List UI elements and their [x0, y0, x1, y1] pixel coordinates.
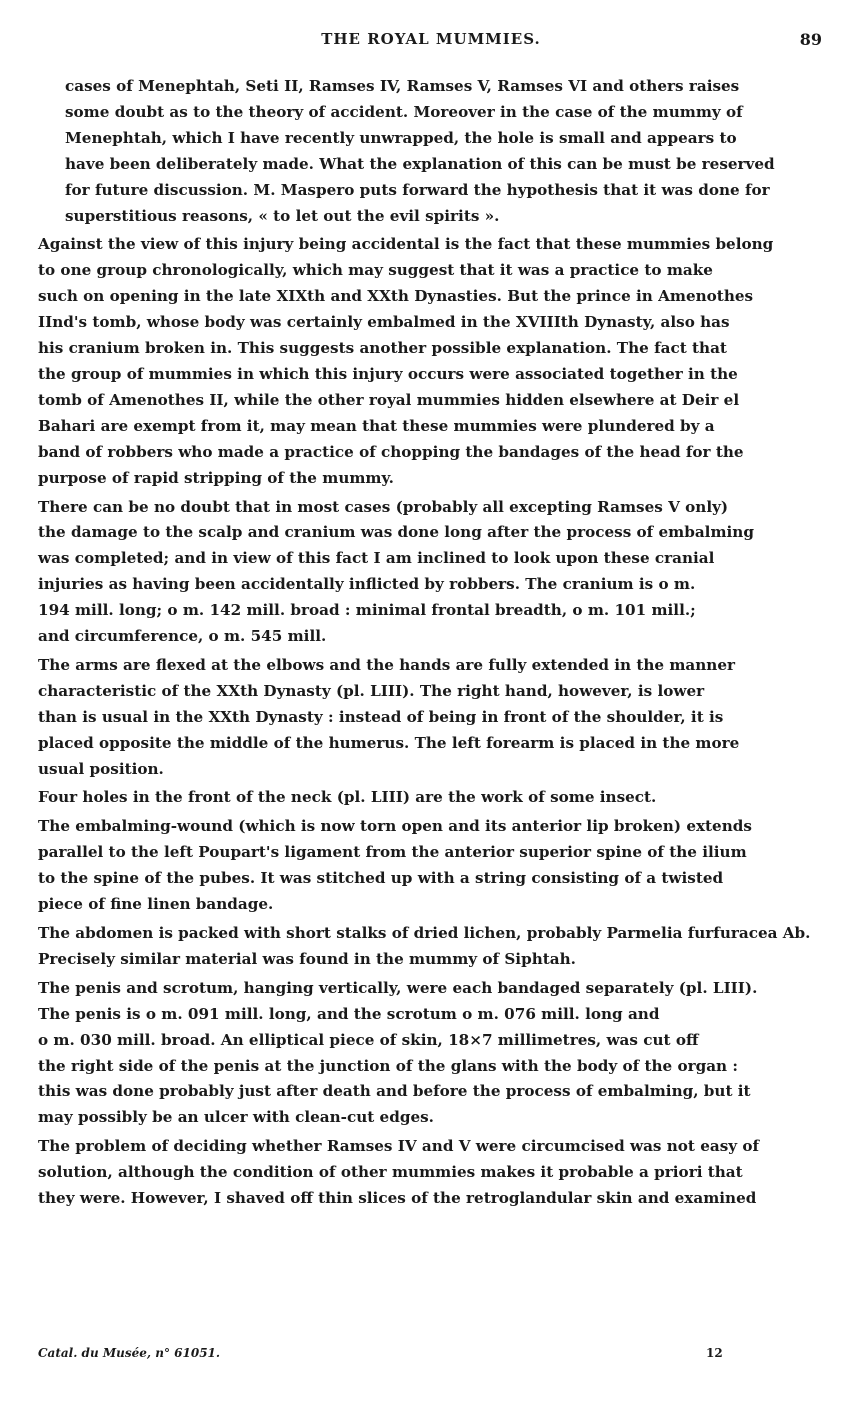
catalogue-reference: Catal. du Musée, n° 61051. — [38, 1346, 221, 1360]
text-line: 194 mill. long; o m. 142 mill. broad : minimal frontal breadth, o m. 101 mill.; — [38, 601, 696, 620]
text-line: usual position. — [38, 759, 164, 778]
text-line: was completed; and in view of this fact I am inclined to look upon these cranial — [38, 549, 715, 568]
text-line: IInd's tomb, whose body was certainly embalmed in the XVIIIth Dynasty, also has — [38, 313, 730, 332]
running-title: THE ROYAL MUMMIES. — [321, 30, 541, 48]
text-line: the right side of the penis at the junction of the glans with the body of the organ : — [38, 1056, 738, 1075]
text-line: placed opposite the middle of the humerus. The left forearm is placed in the more — [38, 733, 740, 752]
text-line: such on opening in the late XIXth and XXth Dynasties. But the prince in Amenothes — [38, 287, 754, 306]
text-line: to the spine of the pubes. It was stitched up with a string consisting of a twisted — [38, 869, 724, 888]
page-header — [40, 30, 822, 56]
text-line: parallel to the left Poupart's ligament from the anterior superior spine of the ilium — [38, 843, 747, 862]
text-line: The penis is o m. 091 mill. long, and the scrotum o m. 076 mill. long and — [38, 1004, 660, 1023]
text-line: Against the view of this injury being accidental is the fact that these mummies belong — [38, 235, 774, 254]
paragraph — [38, 1134, 824, 1212]
text-line: Menephtah, which I have recently unwrapped, the hole is small and appears to — [65, 128, 737, 147]
text-line: may possibly be an ulcer with clean-cut edges. — [38, 1108, 434, 1127]
paragraph — [38, 232, 824, 491]
page-footer — [38, 1346, 822, 1370]
text-line: some doubt as to the theory of accident. Moreover in the case of the mummy of — [65, 102, 743, 121]
body-text — [38, 74, 824, 1215]
text-line: The problem of deciding whether Ramses IV and V were circumcised was not easy of — [38, 1137, 760, 1156]
text-line: Precisely similar material was found in the mummy of Siphtah. — [38, 949, 576, 968]
text-line: The abdomen is packed with short stalks of dried lichen, probably Parmelia furfuracea Ab. — [38, 924, 811, 942]
signature-mark: 12 — [706, 1346, 723, 1360]
page-number: 89 — [799, 30, 822, 49]
text-line: tomb of Amenothes II, while the other royal mummies hidden elsewhere at Deir el — [38, 390, 740, 409]
text-line: band of robbers who made a practice of chopping the bandages of the head for the — [38, 442, 744, 461]
paragraph — [38, 976, 824, 1131]
text-line: superstitious reasons, « to let out the evil spirits ». — [65, 206, 500, 225]
paragraph — [38, 814, 824, 918]
text-line: cases of Menephtah, Seti II, Ramses IV, Ramses V, Ramses VI and others raises — [65, 77, 740, 95]
text-line: piece of fine linen bandage. — [38, 895, 274, 914]
text-line: characteristic of the XXth Dynasty (pl. LIII). The right hand, however, is lower — [38, 681, 705, 700]
text-line: injuries as having been accidentally inflicted by robbers. The cranium is o m. — [38, 575, 696, 594]
text-line: There can be no doubt that in most cases (probably all excepting Ramses V only) — [38, 497, 729, 516]
text-line: the damage to the scalp and cranium was done long after the process of embalming — [38, 523, 754, 542]
text-line: for future discussion. M. Maspero puts forward the hypothesis that it was done for — [65, 180, 770, 199]
text-line: The arms are flexed at the elbows and the hands are fully extended in the manner — [38, 655, 736, 674]
text-line: The embalming-wound (which is now torn open and its anterior lip broken) extends — [38, 817, 752, 836]
text-line: solution, although the condition of other mummies makes it probable a priori that — [38, 1163, 743, 1182]
paragraph — [38, 653, 824, 783]
paragraph — [38, 921, 824, 973]
paragraph — [38, 74, 824, 229]
paragraph — [38, 785, 824, 811]
text-line: have been deliberately made. What the explanation of this can be must be reserved — [65, 154, 775, 173]
text-line: to one group chronologically, which may suggest that it was a practice to make — [38, 261, 713, 280]
paragraph — [38, 495, 824, 650]
text-line: Four holes in the front of the neck (pl. LIII) are the work of some insect. — [38, 788, 657, 807]
text-line: this was done probably just after death and before the process of embalming, but it — [38, 1082, 751, 1101]
text-line: purpose of rapid stripping of the mummy. — [38, 468, 394, 487]
text-line: they were. However, I shaved off thin slices of the retroglandular skin and examined — [38, 1189, 757, 1208]
text-line: his cranium broken in. This suggests another possible explanation. The fact that — [38, 339, 727, 358]
text-line: the group of mummies in which this injury occurs were associated together in the — [38, 364, 738, 383]
text-line: o m. 030 mill. broad. An elliptical piece of skin, 18×7 millimetres, was cut off — [38, 1030, 699, 1049]
text-line: than is usual in the XXth Dynasty : instead of being in front of the shoulder, it is — [38, 707, 724, 726]
text-line: The penis and scrotum, hanging vertically, were each bandaged separately (pl. LIII). — [38, 978, 758, 997]
text-line: and circumference, o m. 545 mill. — [38, 627, 327, 646]
text-line: Bahari are exempt from it, may mean that these mummies were plundered by a — [38, 416, 715, 435]
